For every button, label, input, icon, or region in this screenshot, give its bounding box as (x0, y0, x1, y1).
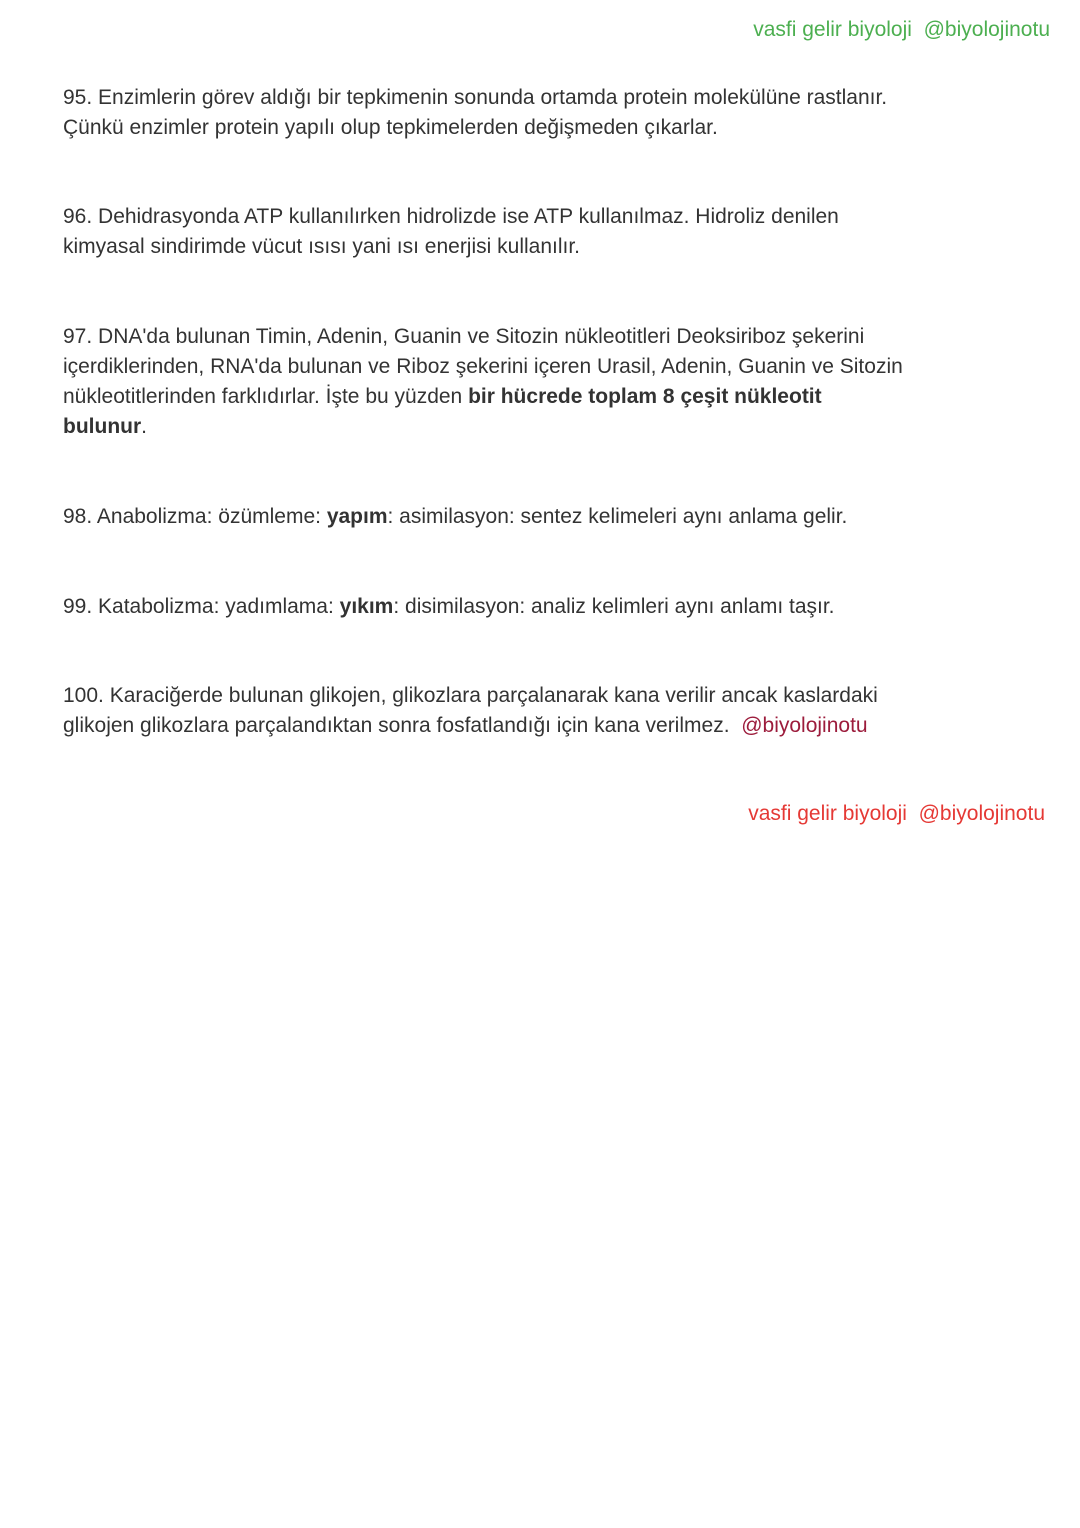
footer-credit (748, 802, 1045, 826)
item-text-end: : asimilasyon: sentez kelimeleri aynı anlama gelir. (387, 505, 848, 528)
item-text: Enzimlerin görev aldığı bir tepkimenin sonunda ortamda protein molekülüne rastlanır. Çünkü enzimler protein yapılı olup tepkimelerden değişmeden çıkarlar. (63, 86, 888, 139)
item-text: Anabolizma: özümleme: (92, 505, 327, 528)
item-text: Katabolizma: yadımlama: (92, 595, 340, 618)
item-text: DNA'da bulunan Timin, Adenin, Guanin ve Sitozin nükleotitleri Deoksiriboz şekerini içerdiklerinden, RNA'da bulunan ve Riboz şekerini içeren Urasil, Adenin, Guanin ve Sitozin nükleotitlerinden farklıdırlar. İşte bu yüzden (63, 325, 903, 408)
item-text-end: : disimilasyon: analiz kelimleri aynı anlamı taşır. (393, 595, 835, 618)
header-credit (753, 18, 1050, 42)
item-text-end: . (141, 415, 147, 438)
item-number: 98. (63, 505, 93, 528)
header-author: vasfi gelir biyoloji (753, 18, 912, 41)
footer-author: vasfi gelir biyoloji (748, 802, 907, 825)
item-bold-text: yapım (326, 505, 388, 528)
header-handle: @biyolojinotu (923, 18, 1050, 41)
item-number: 95. (63, 86, 93, 109)
item-text: Dehidrasyonda ATP kullanılırken hidrolizde ise ATP kullanılmaz. Hidroliz denilen kimyasal sindirimde vücut ısısı yani ısı enerjisi kullanılır. (63, 205, 839, 258)
inline-handle-link[interactable]: @biyolojinotu (741, 714, 868, 737)
item-number: 100. (63, 684, 104, 707)
note-item-97 (63, 322, 903, 442)
item-bold-text: bir hücrede toplam 8 çeşit nükleotit bulunur (63, 385, 822, 438)
note-item-96 (63, 202, 903, 262)
note-item-98 (63, 502, 903, 532)
item-text: Karaciğerde bulunan glikojen, glikozlara parçalanarak kana verilir ancak kaslardaki glikojen glikozlara parçalandıktan sonra fosfatlandığı için kana verilmez. (63, 684, 884, 737)
note-item-100 (63, 681, 903, 741)
note-item-95 (63, 83, 903, 143)
footer-handle: @biyolojinotu (918, 802, 1045, 825)
item-number: 99. (63, 595, 93, 618)
item-bold-text: yıkım (339, 595, 394, 618)
item-number: 96. (63, 205, 93, 228)
item-number: 97. (63, 325, 93, 348)
note-item-99 (63, 592, 903, 622)
